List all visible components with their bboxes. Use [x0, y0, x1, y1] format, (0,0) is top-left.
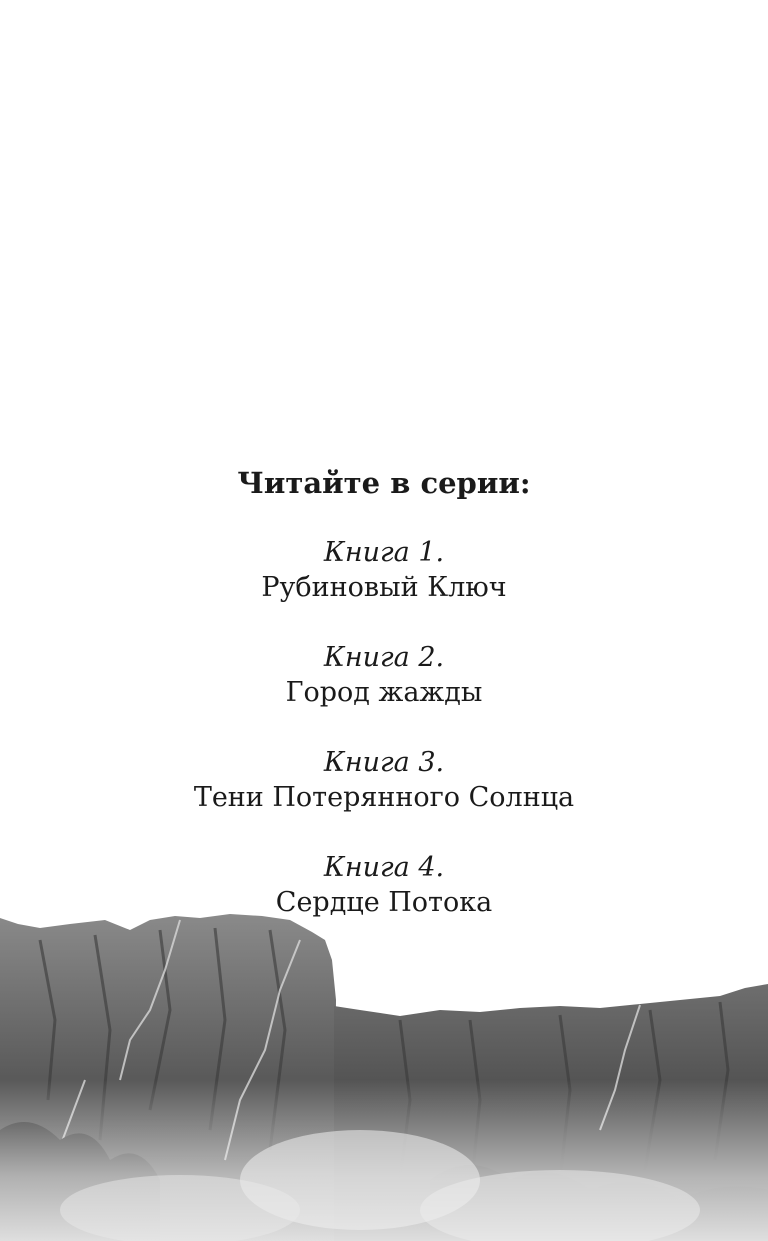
book-title: Сердце Потока	[275, 887, 493, 918]
book-title: Город жажды	[285, 677, 483, 708]
book-number: Книга 4.	[323, 852, 445, 883]
book-number: Книга 1.	[323, 537, 445, 568]
book-entry-2	[0, 641, 768, 711]
series-heading: Читайте в серии:	[237, 466, 531, 500]
book-entry-1	[0, 536, 768, 606]
book-title: Тени Потерянного Солнца	[193, 782, 575, 813]
mountain-cliffs-illustration	[0, 880, 768, 1241]
book-entry-3	[0, 746, 768, 816]
book-entry-4	[0, 851, 768, 921]
book-number: Книга 3.	[323, 747, 445, 778]
book-number: Книга 2.	[323, 642, 445, 673]
book-title: Рубиновый Ключ	[261, 572, 507, 603]
